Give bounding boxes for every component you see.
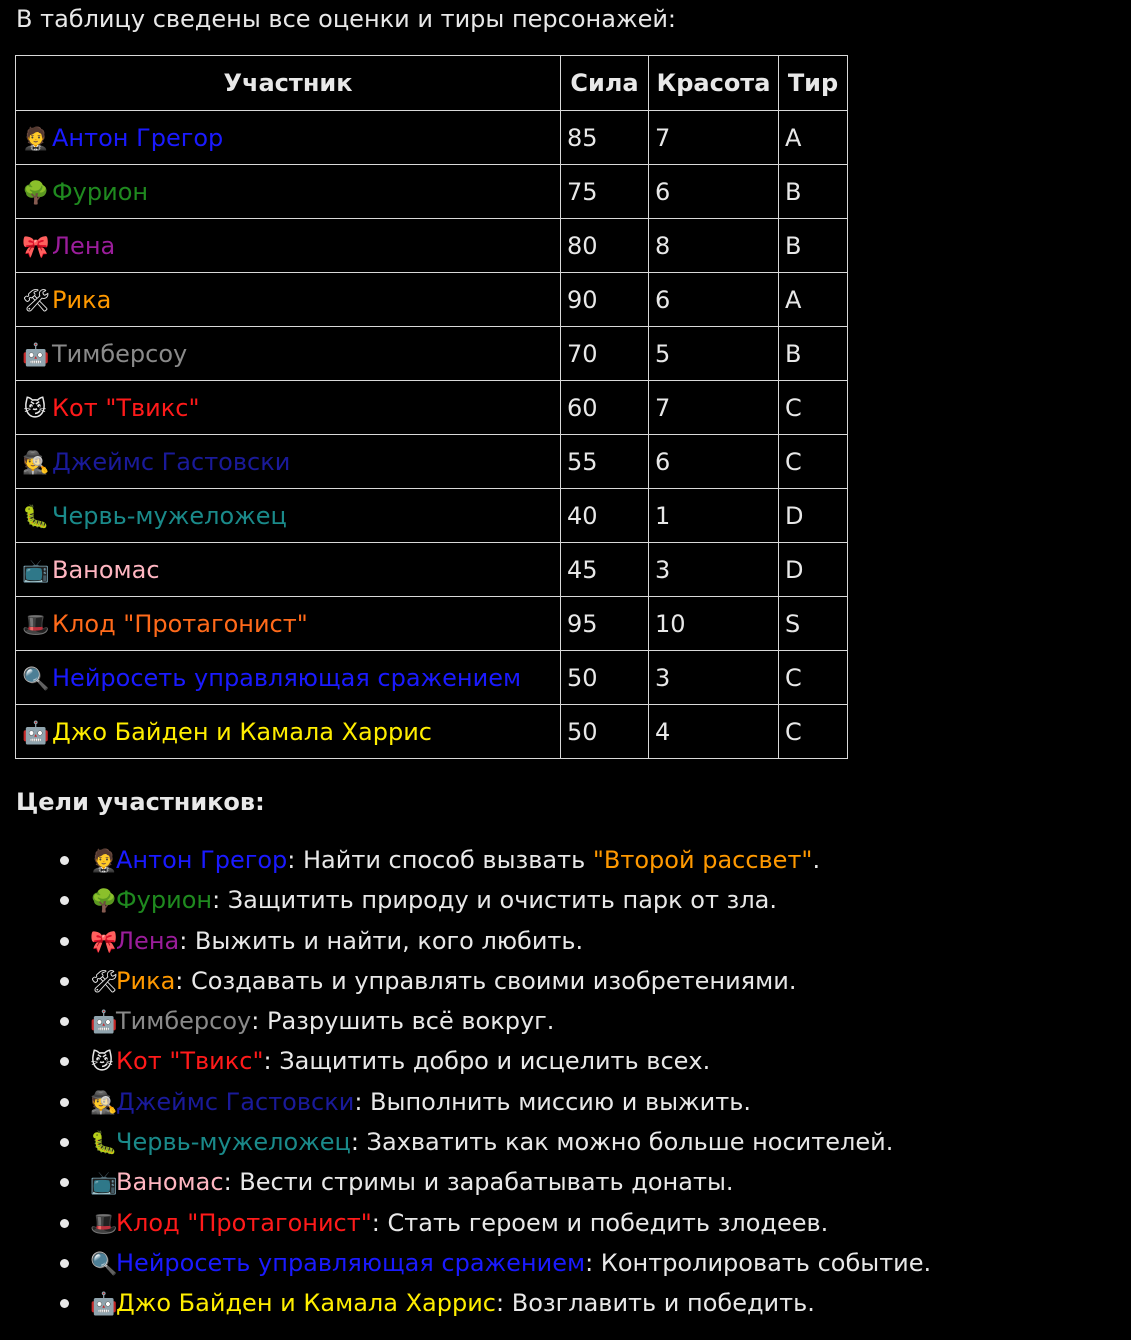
power-cell: 90 <box>561 273 649 327</box>
character-icon: 🔍 <box>22 666 50 692</box>
beauty-cell: 3 <box>649 651 779 705</box>
list-item <box>56 880 931 920</box>
character-icon: 🤵 <box>90 849 118 874</box>
participant-name: Кот "Твикс" <box>52 393 200 422</box>
bullet-icon <box>60 1138 69 1147</box>
beauty-cell: 10 <box>649 597 779 651</box>
header-participant: Участник <box>16 56 561 111</box>
goal-highlight: "Второй рассвет" <box>592 846 813 874</box>
participant-name: Тимберсоу <box>116 1007 252 1036</box>
beauty-cell: 7 <box>649 381 779 435</box>
list-item <box>56 1162 931 1202</box>
tier-cell: C <box>779 435 848 489</box>
character-icon: 🌳 <box>90 889 118 915</box>
beauty-cell: 7 <box>649 111 779 165</box>
goal-text: : Вести стримы и зарабатывать донаты. <box>223 1168 734 1197</box>
participant-name: Клод "Протагонист" <box>116 1208 372 1237</box>
header-power: Сила <box>561 56 649 111</box>
participant-name: Антон Грегор <box>52 123 224 152</box>
participant-cell <box>16 381 561 435</box>
tier-cell: C <box>779 705 848 759</box>
power-cell: 50 <box>561 651 649 705</box>
beauty-cell: 8 <box>649 219 779 273</box>
goal-text: : Возглавить и победить. <box>496 1289 815 1318</box>
character-icon: 🕵 <box>90 1090 118 1116</box>
goal-text: : Разрушить всё вокруг. <box>251 1007 555 1036</box>
goal-text: : Захватить как можно больше носителей. <box>350 1128 894 1157</box>
character-icon: 🤵 <box>22 126 50 152</box>
participant-name: Рика <box>52 285 112 314</box>
tier-cell: S <box>779 597 848 651</box>
table-header-row <box>16 56 848 111</box>
participant-name: Джеймс Гастовски <box>116 1087 355 1116</box>
tier-cell: D <box>779 543 848 597</box>
character-icon: 🎀 <box>22 234 50 260</box>
character-icon: 😼 <box>23 396 47 422</box>
table-row <box>16 273 848 327</box>
beauty-cell: 5 <box>649 327 779 381</box>
tier-cell: B <box>779 327 848 381</box>
bullet-icon <box>60 1098 69 1107</box>
participant-name: Ваномас <box>52 555 160 584</box>
participant-name: Фурион <box>52 177 149 206</box>
list-item <box>56 1082 931 1122</box>
table-row <box>16 597 848 651</box>
table-row <box>16 327 848 381</box>
character-icon: 🤖 <box>22 342 50 368</box>
tier-cell: A <box>779 111 848 165</box>
characters-table <box>15 55 848 759</box>
beauty-cell: 6 <box>649 273 779 327</box>
list-item <box>56 1001 931 1041</box>
list-item <box>56 1283 931 1323</box>
bullet-icon <box>60 937 69 946</box>
character-icon: 🐛 <box>22 504 50 530</box>
beauty-cell: 6 <box>649 165 779 219</box>
character-icon: 🤖 <box>22 720 50 746</box>
bullet-icon <box>60 1057 69 1066</box>
beauty-cell: 3 <box>649 543 779 597</box>
tier-cell: B <box>779 219 848 273</box>
character-icon: 🎀 <box>90 929 118 955</box>
participant-cell <box>16 489 561 543</box>
bullet-icon <box>60 896 69 905</box>
participant-cell <box>16 597 561 651</box>
table-row <box>16 489 848 543</box>
character-icon: 🛠 <box>22 288 50 314</box>
goal-text: : Защитить добро и исцелить всех. <box>263 1047 711 1076</box>
character-icon: 🎩 <box>22 612 50 638</box>
participant-cell <box>16 111 561 165</box>
participant-name: Нейросеть управляющая сражением <box>116 1248 586 1277</box>
participant-name: Червь-мужеложец <box>116 1128 351 1157</box>
character-icon: 🔍 <box>90 1251 118 1277</box>
participant-cell <box>16 327 561 381</box>
beauty-cell: 6 <box>649 435 779 489</box>
list-item <box>56 961 931 1001</box>
power-cell: 50 <box>561 705 649 759</box>
list-item <box>56 840 931 880</box>
participant-cell <box>16 165 561 219</box>
beauty-cell: 4 <box>649 705 779 759</box>
character-icon: 🎩 <box>90 1211 118 1237</box>
goal-text: : Выжить и найти, кого любить. <box>179 926 584 955</box>
goal-text: : Выполнить миссию и выжить. <box>354 1087 752 1116</box>
power-cell: 75 <box>561 165 649 219</box>
character-icon: 📺 <box>90 1171 118 1197</box>
goal-text: : Стать героем и победить злодеев. <box>371 1208 829 1237</box>
character-icon: 🤖 <box>90 1010 118 1036</box>
character-icon: 📺 <box>22 558 50 584</box>
participant-name: Нейросеть управляющая сражением <box>52 663 522 692</box>
participant-cell <box>16 219 561 273</box>
header-beauty: Красота <box>649 56 779 111</box>
beauty-cell: 1 <box>649 489 779 543</box>
goals-heading: Цели участников: <box>16 788 265 816</box>
table-body <box>16 111 848 759</box>
participant-cell <box>16 435 561 489</box>
goals-list <box>56 840 931 1324</box>
list-item <box>56 1041 931 1081</box>
participant-name: Рика <box>116 966 176 995</box>
list-item <box>56 1243 931 1283</box>
power-cell: 55 <box>561 435 649 489</box>
goal-text: : Создавать и управлять своими изобретениями. <box>175 966 797 995</box>
table-row <box>16 381 848 435</box>
participant-cell <box>16 651 561 705</box>
table-row <box>16 651 848 705</box>
character-icon: 🛠 <box>90 969 118 995</box>
participant-name: Клод "Протагонист" <box>52 609 308 638</box>
participant-name: Лена <box>116 926 180 955</box>
table-row <box>16 435 848 489</box>
goal-text: : Найти способ вызвать <box>287 846 593 874</box>
tier-cell: A <box>779 273 848 327</box>
goal-text: : Контролировать событие. <box>585 1248 932 1277</box>
goal-text: : Защитить природу и очистить парк от зла. <box>212 886 777 915</box>
tier-cell: C <box>779 651 848 705</box>
table-row <box>16 543 848 597</box>
participant-cell <box>16 273 561 327</box>
character-icon: 🌳 <box>22 180 50 206</box>
bullet-icon <box>60 1219 69 1228</box>
bullet-icon <box>60 977 69 986</box>
participant-name: Ваномас <box>116 1168 224 1197</box>
bullet-icon <box>60 856 69 865</box>
character-icon: 😼 <box>90 1050 114 1076</box>
participant-cell <box>16 705 561 759</box>
goal-suffix: . <box>812 846 821 874</box>
intro-text: В таблицу сведены все оценки и тиры персонажей: <box>16 5 677 33</box>
bullet-icon <box>60 1299 69 1308</box>
tier-cell: D <box>779 489 848 543</box>
list-item <box>56 1122 931 1162</box>
list-item <box>56 921 931 961</box>
table-row <box>16 705 848 759</box>
table-row <box>16 165 848 219</box>
bullet-icon <box>60 1017 69 1026</box>
power-cell: 85 <box>561 111 649 165</box>
power-cell: 45 <box>561 543 649 597</box>
table-row <box>16 219 848 273</box>
participant-name: Фурион <box>116 886 213 915</box>
tier-cell: B <box>779 165 848 219</box>
participant-name: Тимберсоу <box>52 339 188 368</box>
participant-name: Антон Грегор <box>116 846 288 874</box>
participant-name: Лена <box>52 231 116 260</box>
power-cell: 95 <box>561 597 649 651</box>
power-cell: 70 <box>561 327 649 381</box>
participant-name: Джо Байден и Камала Харрис <box>116 1289 497 1318</box>
bullet-icon <box>60 1178 69 1187</box>
participant-name: Джеймс Гастовски <box>52 447 291 476</box>
power-cell: 80 <box>561 219 649 273</box>
character-icon: 🐛 <box>90 1131 118 1157</box>
participant-name: Червь-мужеложец <box>52 501 287 530</box>
bullet-icon <box>60 1259 69 1268</box>
header-tier: Тир <box>779 56 848 111</box>
character-icon: 🕵 <box>22 450 50 476</box>
character-icon: 🤖 <box>90 1292 118 1318</box>
tier-cell: C <box>779 381 848 435</box>
list-item <box>56 1203 931 1243</box>
power-cell: 60 <box>561 381 649 435</box>
power-cell: 40 <box>561 489 649 543</box>
participant-cell <box>16 543 561 597</box>
table-row <box>16 111 848 165</box>
participant-name: Джо Байден и Камала Харрис <box>52 717 433 746</box>
participant-name: Кот "Твикс" <box>116 1047 264 1076</box>
